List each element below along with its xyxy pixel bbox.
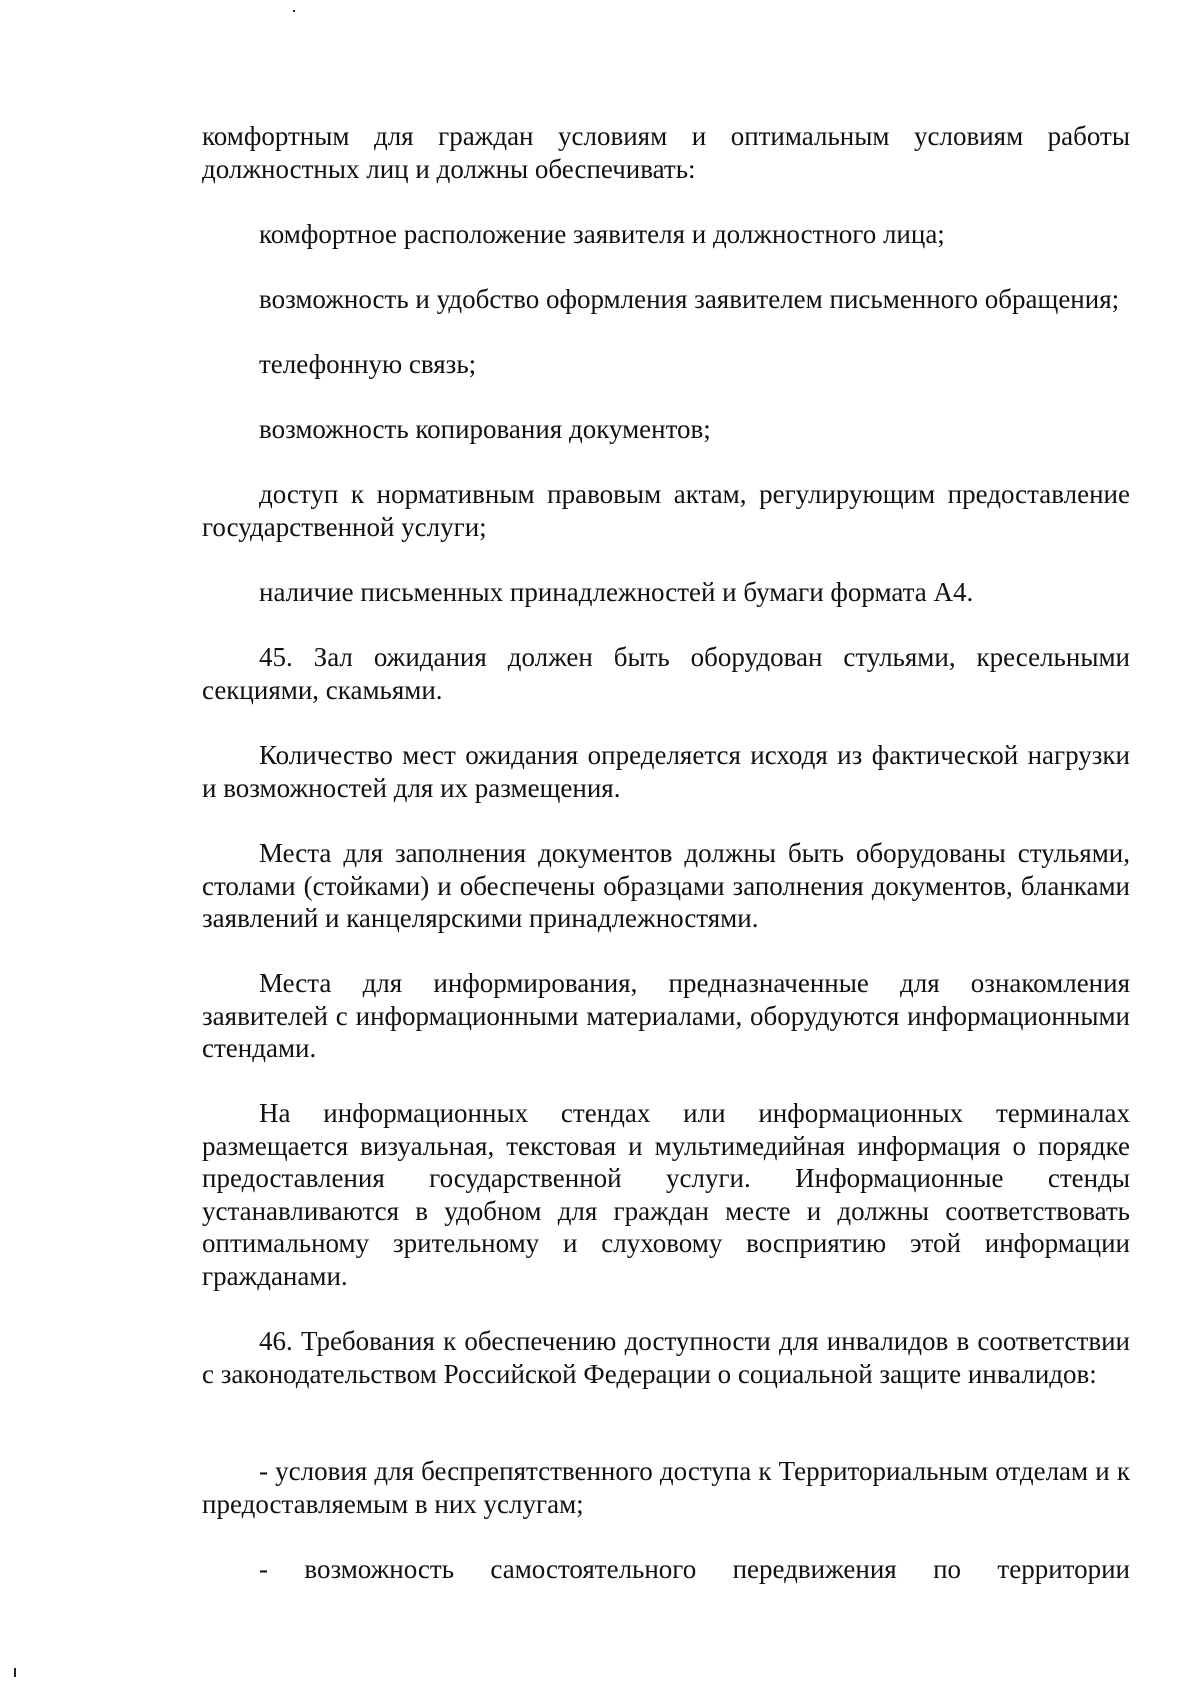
paragraph-46-accessibility: 46. Требования к обеспечению доступности для инвалидов в соответствии с законодательством Российской Федерации о социальной защите инвалидов:	[202, 1326, 1130, 1389]
paragraph-independent-movement: - возможность самостоятельного передвижения по территории	[259, 1554, 1130, 1584]
paragraph-legal-acts: доступ к нормативным правовым актам, регулирующим предоставление государственной услуги;	[202, 479, 1130, 542]
paragraph-information-stands: На информационных стендах или информационных терминалах размещается визуальная, текстовая и мультимедийная информация о порядке предоставления государственной услуги. Информационные стенды устанавливаются в удобном для граждан месте и должны соответствовать оптимальному зрительному и слуховому восприятию этой информации гражданами.	[202, 1098, 1130, 1291]
paragraph-telephone: телефонную связь;	[259, 349, 477, 379]
paragraph-information-places: Места для информирования, предназначенные для ознакомления заявителей с информационными материалами, оборудуются информационными стендами.	[202, 968, 1130, 1063]
paragraph-45-waiting-hall: 45. Зал ожидания должен быть оборудован стульями, кресельными секциями, скамьями.	[202, 642, 1130, 705]
paragraph-comfortable-placement: комфортное расположение заявителя и должностного лица;	[259, 219, 945, 249]
scan-speck	[14, 1668, 16, 1677]
paragraph-document-filling-places: Места для заполнения документов должны быть оборудованы стульями, столами (стойками) и обеспечены образцами заполнения документов, бланками заявлений и канцелярскими принадлежностями.	[202, 838, 1130, 933]
paragraph-waiting-seats: Количество мест ожидания определяется исходя из фактической нагрузки и возможностей для их размещения.	[202, 740, 1130, 803]
paragraph-stationery: наличие письменных принадлежностей и бумаги формата А4.	[259, 577, 974, 607]
paragraph-unobstructed-access: - условия для беспрепятственного доступа к Территориальным отделам и к предоставляемым в них услугам;	[202, 1456, 1130, 1519]
paragraph-written-appeal: возможность и удобство оформления заявителем письменного обращения;	[259, 284, 1120, 314]
paragraph-intro-continuation: комфортным для граждан условиям и оптимальным условиям работы должностных лиц и должны обеспечивать:	[202, 121, 1130, 184]
scan-speck	[293, 10, 295, 12]
paragraph-copying: возможность копирования документов;	[259, 414, 711, 444]
